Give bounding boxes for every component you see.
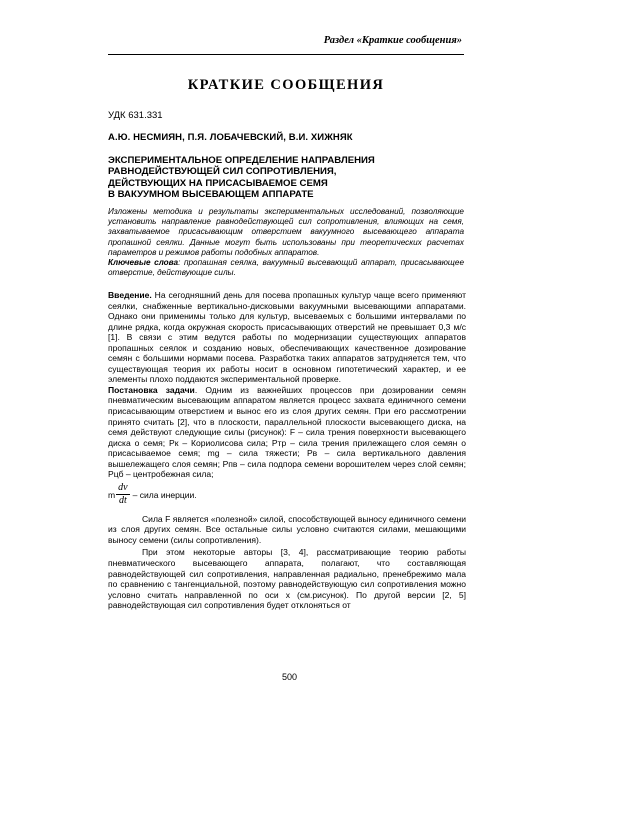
keywords-label: Ключевые слова <box>108 258 179 268</box>
keywords <box>108 258 464 278</box>
body-paragraph: Сила F является «полезной» силой, способствующей выносу единичного семени из слоя других семян. Все остальные силы условно считаются силами, мешающими выносу семени (силы сопротивления). <box>108 513 466 545</box>
formula-numerator: dv <box>118 482 128 494</box>
running-head: Раздел «Краткие сообщения» <box>323 35 462 46</box>
intro-label: Введение. <box>108 290 152 300</box>
inertia-formula <box>108 484 466 506</box>
problem-text: . Одним из важнейших процессов при дозировании семян пневматическим высевающим аппаратом является процесс захвата единичного семени присасывающим отверстием и вынос его из слоя других семян. При его рассмотрении принято считать [2], что в плоскости, параллельной плоскости высевающего диска, на семя действуют следующие силы (рисунок): F – сила трения поверхности высевающего диска о семя; Pк – Кориолисова сила; Pтр – сила трения прилежащего слоя семян о присасываемое семя; mg – сила тяжести; Pв – сила вертикального давления вышележащего слоя семян; Pпв – сила подпора семени ворошителем через слой семян; Pцб – центробежная сила; <box>108 384 466 480</box>
article-title <box>108 155 468 200</box>
title-line: ЭКСПЕРИМЕНТАЛЬНОЕ ОПРЕДЕЛЕНИЕ НАПРАВЛЕНИЯ <box>108 155 375 166</box>
abstract-text: Изложены методика и результаты экспериментальных исследований, позволяющие установить направление равнодействующей сил сопротивления, влияющих на семя, захватываемое присасывающим отверстием вакуумного высевающего аппарата пропашной сеялки. Данные могут быть использованы при теоретических расчетах параметров и режимов работы подобных аппаратов. <box>108 207 464 257</box>
formula-mass: m <box>108 489 116 500</box>
title-line: В ВАКУУМНОМ ВЫСЕВАЮЩЕМ АППАРАТЕ <box>108 188 314 200</box>
abstract <box>108 207 464 278</box>
keywords-text: : пропашная сеялка, вакуумный высевающий аппарат, присасывающее отверстие, действующие силы. <box>108 258 464 278</box>
title-line: РАВНОДЕЙСТВУЮЩЕЙ СИЛ СОПРОТИВЛЕНИЯ, <box>108 166 337 178</box>
intro-text: На сегодняшний день для посева пропашных культур чаще всего применяют сеялки, снабженные вертикально-дисковыми вакуумными высевающими аппаратами. Однако они применимы только для культур, высеваемых с большими интервалами по длине рядка, когда окружная скорость присасывающих отверстий не превышает 0,3 м/с [1]. В связи с этим ведутся работы по модернизации существующих аппаратов пропашных сеялок и созданию новых, обеспечивающих качественное дозирование семян с большими нормами посева. Разработка таких аппаратов затрудняется тем, что существующая теория их работы носит в основном гипотетический характер, и ее элементы плохо поддаются экспериментальной проверке. <box>108 290 466 385</box>
body-paragraph: При этом некоторые авторы [3, 4], рассматривающие теорию работы пневматического высевающего аппарата, полагают, что составляющая равнодействующей сил сопротивления, направленная радиально, пренебрежимо мала по сравнению с тангенциальной, поэтому равнодействующую сил сопротивления можно условно считать направленной по оси x (см.рисунок). По другой версии [2, 5] равнодействующая сил сопротивления будет отклоняться от <box>108 547 466 611</box>
section-title: КРАТКИЕ СООБЩЕНИЯ <box>187 77 385 93</box>
problem-label: Постановка задачи <box>108 384 195 395</box>
header-rule <box>108 54 464 55</box>
formula-caption: – сила инерции. <box>132 489 197 500</box>
page-number: 500 <box>282 672 298 682</box>
formula-fraction <box>116 483 129 506</box>
authors: А.Ю. НЕСМИЯН, П.Я. ЛОБАЧЕВСКИЙ, В.И. ХИЖНЯК <box>108 132 353 143</box>
title-line: ДЕЙСТВУЮЩИХ НА ПРИСАСЫВАЕМОЕ СЕМЯ <box>108 177 328 189</box>
article-body <box>108 290 466 611</box>
formula-denominator: dt <box>118 495 127 507</box>
problem-paragraph <box>108 385 466 480</box>
udc-code: УДК 631.331 <box>108 110 163 121</box>
intro-paragraph <box>108 290 466 385</box>
